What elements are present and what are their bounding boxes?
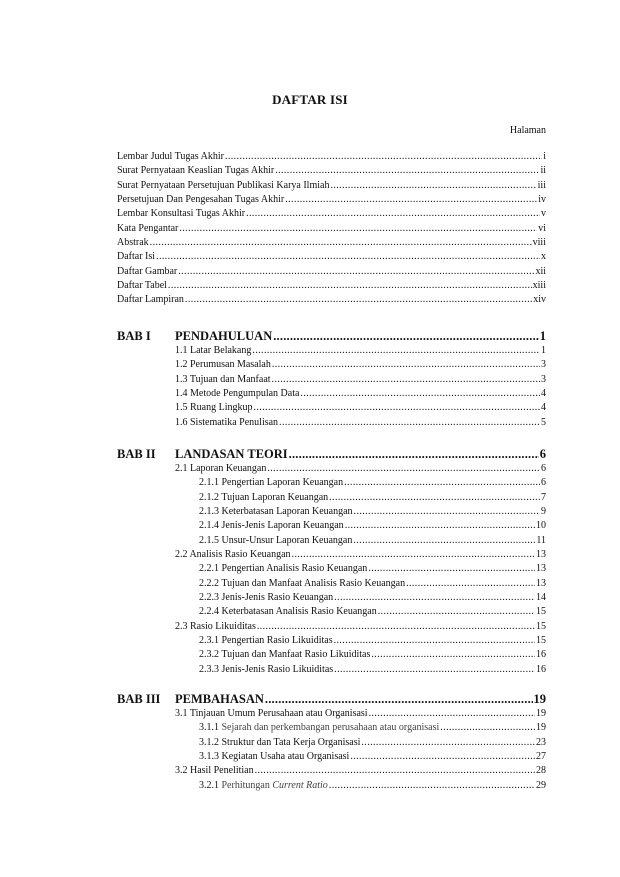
toc-entry-page: 3 — [541, 359, 546, 371]
toc-entry-text: 2.3.1 Pengertian Rasio Likuiditas — [199, 635, 333, 647]
toc-entry-text: 3.1.2 Struktur dan Tata Kerja Organisasi — [199, 736, 361, 748]
toc-leader — [265, 691, 533, 707]
toc-entry-text: 2.1.2 Tujuan Laporan Keuangan — [199, 491, 329, 503]
toc-entry-page: v — [541, 208, 546, 220]
toc-entry-page: vi — [538, 222, 546, 234]
toc-entry-page: 4 — [541, 402, 546, 414]
toc-leader — [257, 620, 535, 634]
toc-entry — [117, 344, 546, 358]
toc-leader — [252, 344, 540, 358]
toc-entry-page: 19 — [536, 708, 546, 719]
toc-entry — [117, 222, 546, 236]
toc-entry-text: Lembar Konsultasi Tugas Akhir — [117, 208, 246, 220]
toc-leader — [345, 519, 535, 533]
chapter-page: 6 — [539, 447, 546, 461]
toc-entry — [117, 265, 546, 279]
toc-entry-page: iv — [538, 194, 546, 206]
toc-entry — [117, 236, 546, 250]
toc-leader — [368, 562, 535, 576]
toc-leader — [185, 293, 532, 307]
toc-entry-page: 27 — [536, 751, 546, 763]
toc-leader — [300, 387, 540, 401]
toc-entry-text: 2.2.2 Tujuan dan Manfaat Analisis Rasio Keuangan — [199, 577, 406, 589]
toc-entry-text: 1.3 Tujuan dan Manfaat — [175, 373, 271, 385]
chapter-number: BAB III — [117, 692, 161, 706]
toc-leader — [150, 236, 532, 250]
toc-leader — [225, 150, 542, 164]
toc-entry-subtext: Sejarah dan perkembangan perusahaan atau organisasi — [221, 722, 440, 734]
toc-leader — [275, 164, 539, 178]
toc-entry-text: 2.1.4 Jenis-Jenis Laporan Keuangan — [199, 520, 344, 532]
toc-chapter-2 — [117, 428, 546, 677]
toc-entry-page: 29 — [536, 779, 546, 791]
toc-leader — [369, 707, 535, 721]
toc-entry-text: 1.5 Ruang Lingkup — [175, 402, 253, 414]
toc-entry-text: Surat Pernyataan Persetujuan Publikasi Karya Ilmiah — [117, 179, 330, 191]
toc-chapter-3 — [117, 673, 546, 793]
toc-entry — [117, 462, 546, 476]
toc-leader — [334, 634, 535, 648]
toc-entry — [117, 150, 546, 164]
toc-entry-page: 6 — [541, 477, 546, 489]
toc-leader — [273, 328, 539, 344]
toc-entry-page: viii — [532, 237, 546, 249]
toc-entry-text: 2.3.3 Jenis-Jenis Rasio Likuiditas — [199, 663, 334, 675]
toc-entry — [117, 164, 546, 178]
toc-entry — [117, 534, 546, 548]
toc-entry-number: 3.1.1 — [199, 722, 219, 734]
toc-entry — [117, 179, 546, 193]
toc-entry-page: 9 — [541, 506, 546, 518]
toc-leader — [334, 591, 535, 605]
toc-leader — [371, 648, 535, 662]
toc-entry-page: 4 — [541, 388, 546, 400]
toc-entry-text: 2.3.2 Tujuan dan Manfaat Rasio Likuiditas — [199, 649, 371, 661]
toc-leader — [168, 279, 532, 293]
toc-entry — [117, 620, 546, 634]
toc-entry-text — [199, 779, 329, 793]
chapter-number: BAB II — [117, 447, 156, 461]
toc-leader — [289, 446, 539, 462]
toc-leader — [272, 373, 540, 387]
chapter-page: 1 — [539, 329, 546, 343]
toc-entry-page: 14 — [536, 592, 546, 604]
toc-entry-text: 1.6 Sistematika Penulisan — [175, 416, 279, 428]
toc-entry-text: 2.1.1 Pengertian Laporan Keuangan — [199, 477, 344, 489]
chapter-number: BAB I — [117, 329, 151, 343]
toc-entry — [117, 505, 546, 519]
toc-entry-page: 5 — [541, 416, 546, 428]
toc-entry-text: 1.4 Metode Pengumpulan Data — [175, 388, 300, 400]
toc-leader — [354, 505, 540, 519]
toc-entry — [117, 562, 546, 576]
toc-entry-text: 2.1.5 Unsur-Unsur Laporan Keuangan — [199, 534, 353, 546]
toc-leader — [285, 193, 537, 207]
toc-entry-text: Daftar Tabel — [117, 280, 167, 292]
toc-entry-page: 28 — [536, 765, 546, 777]
toc-entry-text — [199, 721, 440, 735]
toc-entry-page: 16 — [536, 663, 546, 675]
toc-entry-number: 3.2.1 — [199, 779, 219, 791]
toc-entry-text: 1.1 Latar Belakang — [175, 345, 252, 356]
toc-entry — [117, 648, 546, 662]
toc-entry-page: 1 — [541, 345, 546, 356]
toc-entry — [117, 519, 546, 533]
toc-entry — [117, 721, 546, 735]
toc-entry — [117, 707, 546, 721]
toc-entry-text: 3.1 Tinjauan Umum Perusahaan atau Organisasi — [175, 708, 368, 719]
toc-leader — [178, 265, 534, 279]
page-title: DAFTAR ISI — [272, 92, 348, 107]
toc-entry-text: Daftar Isi — [117, 251, 156, 263]
toc-entry-page: 11 — [536, 534, 546, 546]
toc-front — [117, 150, 546, 308]
toc-entry-subtext-italic: Current Ratio — [272, 779, 328, 791]
toc-leader — [406, 577, 535, 591]
toc-entry-page: 15 — [536, 635, 546, 647]
toc-entry-text: 1.2 Perumusan Masalah — [175, 359, 271, 371]
toc-entry — [117, 605, 546, 619]
toc-entry-text: 3.1.3 Kegiatan Usaha atau Organisasi — [199, 751, 350, 763]
toc-entry-page: x — [541, 251, 546, 263]
toc-entry-text: Daftar Gambar — [117, 265, 178, 277]
toc-leader — [344, 476, 540, 490]
toc-leader — [272, 358, 540, 372]
toc-entry-text: 2.3 Rasio Likuiditas — [175, 620, 256, 632]
toc-entry — [117, 193, 546, 207]
toc-entry-text: Lembar Judul Tugas Akhir — [117, 151, 224, 162]
toc-entry — [117, 250, 546, 264]
toc-entry — [117, 207, 546, 221]
toc-entry — [117, 293, 546, 307]
chapter-title: PENDAHULUAN — [175, 329, 273, 343]
toc-entry-page: ii — [540, 165, 546, 177]
toc-entry-page: 16 — [536, 649, 546, 661]
toc-entry-page: iii — [537, 179, 546, 191]
toc-entry-page: 23 — [536, 736, 546, 748]
toc-leader — [353, 534, 535, 548]
toc-leader — [267, 462, 540, 476]
toc-entry-page: 13 — [536, 549, 546, 561]
toc-entry-text: Abstrak — [117, 237, 149, 249]
toc-entry — [117, 779, 546, 793]
toc-entry — [117, 764, 546, 778]
toc-entry — [117, 491, 546, 505]
toc-entry-text: 2.2.3 Jenis-Jenis Rasio Keuangan — [199, 592, 334, 604]
toc-entry-page: xii — [535, 265, 546, 277]
toc-entry-text: 2.1 Laporan Keuangan — [175, 463, 267, 474]
chapter-title: PEMBAHASAN — [175, 692, 264, 706]
toc-entry-text: Kata Pengantar — [117, 222, 179, 234]
toc-entry — [117, 736, 546, 750]
toc-entry-text: Surat Pernyataan Keaslian Tugas Akhir — [117, 165, 275, 177]
toc-leader — [330, 179, 536, 193]
toc-entry — [117, 591, 546, 605]
toc-leader — [179, 222, 537, 236]
toc-entry — [117, 548, 546, 562]
toc-leader — [246, 207, 540, 221]
toc-entry — [117, 750, 546, 764]
toc-entry-page: 6 — [541, 463, 546, 474]
toc-entry — [117, 577, 546, 591]
chapter-title: LANDASAN TEORI — [175, 447, 288, 461]
toc-leader — [440, 721, 535, 735]
toc-entry — [117, 373, 546, 387]
toc-entry-text: Daftar Lampiran — [117, 294, 184, 306]
toc-chapter-1 — [117, 310, 546, 430]
toc-entry — [117, 387, 546, 401]
toc-leader — [329, 491, 540, 505]
toc-entry-page: 15 — [536, 620, 546, 632]
toc-entry — [117, 401, 546, 415]
toc-entry-page: xiv — [533, 294, 546, 306]
toc-entry-text: 3.2 Hasil Penelitian — [175, 765, 254, 777]
toc-leader — [156, 250, 540, 264]
toc-entry — [117, 358, 546, 372]
toc-entry-page: 13 — [536, 563, 546, 575]
chapter-heading — [117, 328, 546, 344]
toc-leader — [255, 764, 535, 778]
toc-entry-page: 15 — [536, 606, 546, 618]
toc-entry-text: 2.2.4 Keterbatasan Analisis Rasio Keuangan — [199, 606, 377, 618]
chapter-heading — [117, 446, 546, 462]
toc-entry-page: i — [543, 151, 546, 162]
toc-entry-page: 10 — [536, 520, 546, 532]
chapter-page: 19 — [533, 692, 546, 706]
toc-entry-page: xiii — [532, 280, 546, 292]
toc-leader — [361, 736, 535, 750]
toc-entry-subtext: Perhitungan — [221, 779, 270, 791]
toc-leader — [350, 750, 535, 764]
toc-entry — [117, 634, 546, 648]
toc-leader — [329, 779, 535, 793]
toc-entry-page: 3 — [541, 373, 546, 385]
page-column-label: Halaman — [509, 125, 546, 136]
chapter-heading — [117, 691, 546, 707]
toc-entry-text: 2.1.3 Keterbatasan Laporan Keuangan — [199, 506, 353, 518]
toc-entry — [117, 476, 546, 490]
toc-entry-text: Persetujuan Dan Pengesahan Tugas Akhir — [117, 194, 285, 206]
toc-entry-text: 2.2 Analisis Rasio Keuangan — [175, 549, 291, 561]
toc-leader — [254, 401, 541, 415]
toc-leader — [292, 548, 535, 562]
toc-entry-page: 7 — [541, 491, 546, 503]
toc-leader — [378, 605, 535, 619]
toc-entry-page: 13 — [536, 577, 546, 589]
toc-entry-page: 19 — [536, 722, 546, 734]
toc-entry — [117, 279, 546, 293]
toc-entry-text: 2.2.1 Pengertian Analisis Rasio Keuangan — [199, 563, 368, 575]
